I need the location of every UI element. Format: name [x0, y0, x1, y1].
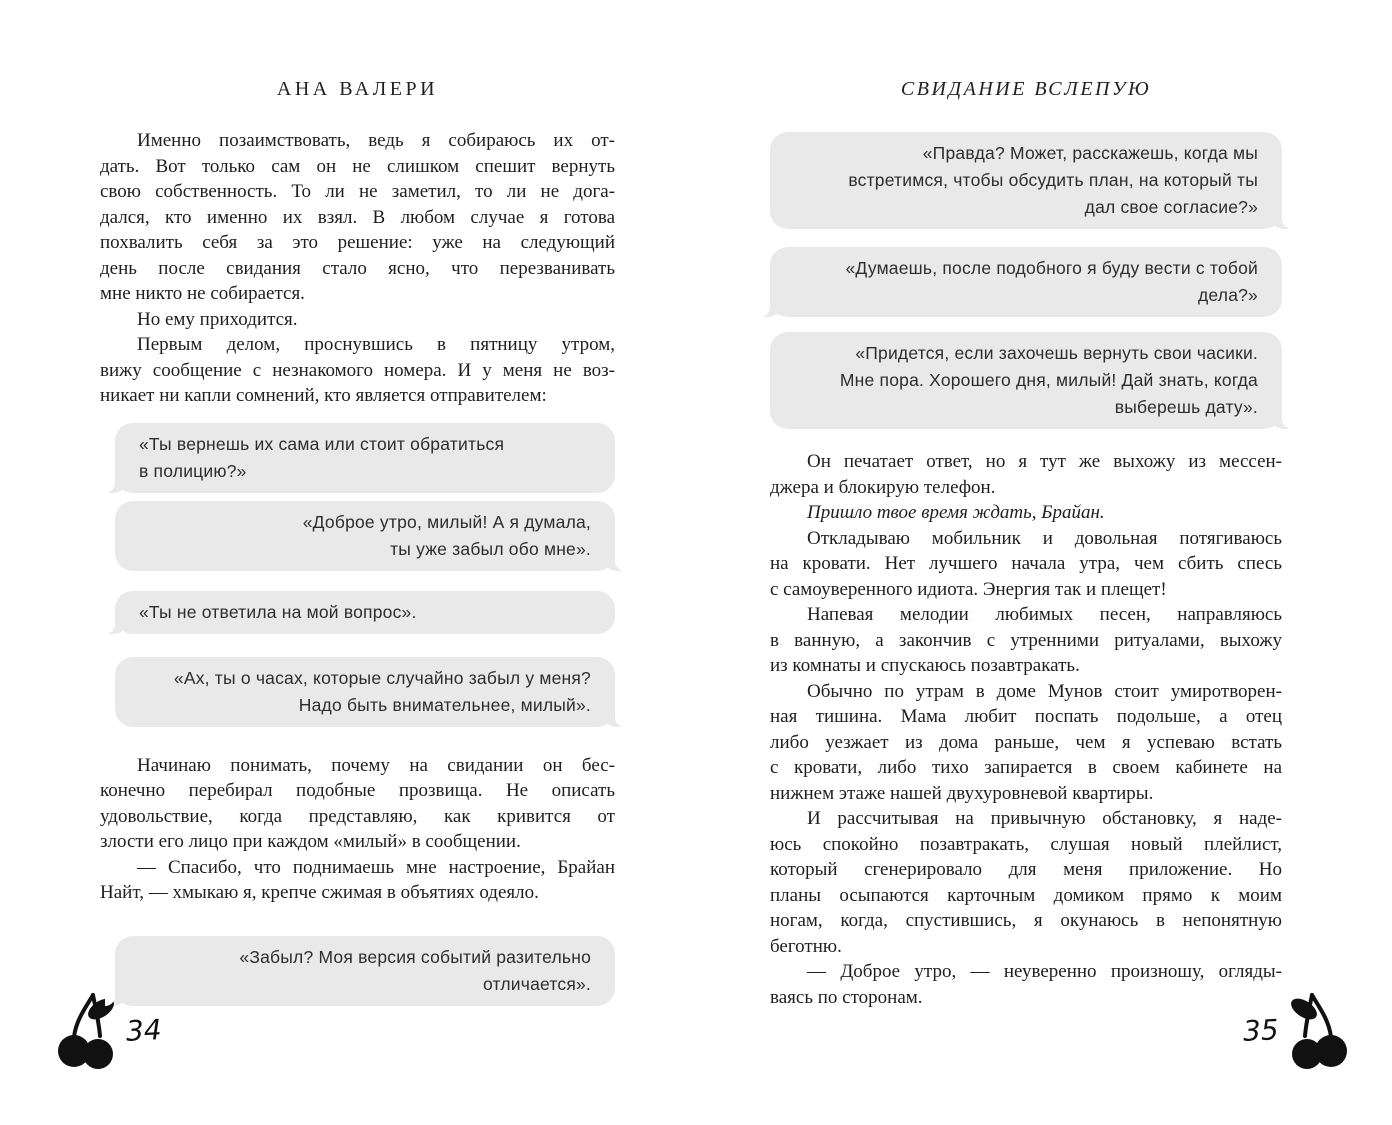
paragraph: [770, 449, 1282, 500]
text-line: Он печатает ответ, но я тут же выхожу из мессен-: [807, 451, 1282, 472]
paragraph-italic: [770, 500, 1282, 526]
text-line: «Ты вернешь их сама или стоит обратиться: [139, 433, 505, 454]
text-line: планы осыпаются карточным домиком прямо к моим: [770, 884, 1282, 906]
text-line: дал свое согласие?»: [1084, 197, 1258, 217]
text-line: Именно позаимствовать, ведь я собираюсь их от-: [137, 130, 615, 151]
text-line: Начинаю понимать, почему на свидании он бес-: [137, 754, 615, 776]
running-header-title: СВИДАНИЕ ВСЛЕПУЮ: [900, 78, 1152, 100]
chat-bubble-incoming: [115, 423, 615, 493]
text-line: Пришло твое время ждать, Брайан.: [807, 502, 1105, 523]
text-line: дался, кто именно их взял. В любом случае я готова: [100, 206, 615, 228]
text-line: И рассчитывая на привычную обстановку, я наде-: [807, 808, 1282, 829]
text-line: «Доброе утро, милый! А я думала,: [302, 511, 591, 532]
chat-bubble-incoming: [115, 591, 615, 634]
page-right: [770, 78, 1282, 1010]
text-line: вижу сообщение с незнакомого номера. И у меня не воз-: [100, 359, 615, 381]
text-line: «Ты не ответила на мой вопрос».: [139, 601, 417, 622]
chat-bubble-incoming: [770, 247, 1282, 317]
text-line: который сгенерировало для меня приложение. Но: [770, 859, 1282, 880]
text-line: мне никто не собирается.: [100, 283, 305, 304]
text-line: либо уезжает из дома раньше, чем я успеваю встать: [770, 731, 1282, 753]
text-line: ногам, когда, спустившись, я окунаюсь в непонятную: [770, 910, 1282, 931]
text-line: «Придется, если захочешь вернуть свои часики.: [855, 343, 1258, 363]
text-line: день после свидания стало ясно, что перезванивать: [100, 257, 615, 279]
text-line: похвалить себя за это решение: уже на следующий: [100, 232, 615, 253]
text-line: Откладываю мобильник и довольная потягиваюсь: [807, 527, 1282, 549]
paragraph: [770, 806, 1282, 959]
cherries-icon: [1288, 990, 1350, 1074]
paragraph: [770, 679, 1282, 807]
text-line: «Правда? Может, расскажешь, когда мы: [922, 143, 1258, 163]
text-line: с самоуверенного идиота. Энергия так и плещет!: [770, 578, 1167, 600]
text-line: встретимся, чтобы обсудить план, на который ты: [848, 170, 1258, 190]
text-line: конечно перебирал подобные прозвища. Не описать: [100, 780, 615, 801]
text-line: Надо быть внимательнее, милый».: [298, 694, 591, 715]
paragraph: [100, 332, 615, 409]
text-line: юсь спокойно позавтракать, слушая новый плейлист,: [770, 833, 1282, 855]
chat-bubble-incoming: [115, 936, 615, 1006]
text-line: ваясь по сторонам.: [770, 986, 923, 1008]
text-line: Обычно по утрам в доме Мунов стоит умиротворен-: [807, 680, 1282, 702]
text-line: свою собственность. То ли не заметил, то ли не дога-: [100, 181, 615, 202]
text-line: «Забыл? Моя версия событий разительно: [239, 946, 591, 967]
paragraph: [100, 855, 615, 906]
text-line: — Спасибо, что поднимаешь мне настроение, Брайан: [137, 856, 615, 878]
text-line: злости его лицо при каждом «милый» в сообщении.: [100, 831, 521, 852]
chat-bubble-outgoing: [770, 132, 1282, 229]
chat-bubble-outgoing: [115, 501, 615, 571]
text-line: Но ему приходится.: [137, 308, 298, 330]
text-line: джера и блокирую телефон.: [770, 476, 996, 498]
text-line: нижнем этаже нашей двухуровневой квартиры.: [770, 782, 1154, 804]
page-number: 35: [1242, 1013, 1280, 1048]
text-line: Напевая мелодии любимых песен, направляюсь: [807, 604, 1282, 625]
text-line: выберешь дату».: [1114, 397, 1258, 417]
text-line: в полицию?»: [139, 460, 247, 481]
text-line: дела?»: [1198, 285, 1258, 305]
page-left: [100, 78, 615, 1006]
paragraph: [100, 307, 615, 333]
text-line: «Думаешь, после подобного я буду вести с тобой: [845, 258, 1258, 278]
text-line: — Доброе утро, — неуверенно произношу, огляды-: [807, 961, 1282, 982]
text-line: беготню.: [770, 935, 842, 957]
paragraph: [770, 959, 1282, 1010]
text-line: ная тишина. Мама любит поспать подольше, а отец: [770, 706, 1282, 727]
text-line: на кровати. Нет лучшего начала утра, чем сбить спесь: [770, 553, 1282, 574]
text-line: Мне пора. Хорошего дня, милый! Дай знать, когда: [839, 370, 1258, 390]
text-line: «Ах, ты о часах, которые случайно забыл у меня?: [173, 667, 591, 688]
paragraph: [770, 602, 1282, 679]
chat-bubble-outgoing: [770, 332, 1282, 429]
text-line: Найт, — хмыкаю я, крепче сжимая в объятиях одеяло.: [100, 882, 539, 903]
text-line: с кровати, либо тихо запирается в своем кабинете на: [770, 757, 1282, 778]
chat-bubble-outgoing: [115, 657, 615, 727]
paragraph: [100, 128, 615, 307]
paragraph: [100, 753, 615, 855]
text-line: в ванную, а закончив с утренними ритуалами, выхожу: [770, 629, 1282, 651]
text-line: никает ни капли сомнений, кто является отправителем:: [100, 385, 547, 406]
page-footer-right: [1243, 990, 1350, 1074]
text-line: из комнаты и спускаюсь позавтракать.: [770, 655, 1080, 676]
text-line: дать. Вот только сам он не слишком спешит вернуть: [100, 155, 615, 177]
page-number: 34: [125, 1013, 163, 1048]
text-line: отличается».: [482, 973, 591, 994]
running-header-author: АНА ВАЛЕРИ: [276, 78, 439, 100]
paragraph: [770, 526, 1282, 603]
text-line: удовольствие, когда представляю, как кривится от: [100, 805, 615, 827]
text-line: Первым делом, проснувшись в пятницу утром,: [137, 334, 615, 355]
text-line: ты уже забыл обо мне».: [390, 538, 591, 559]
